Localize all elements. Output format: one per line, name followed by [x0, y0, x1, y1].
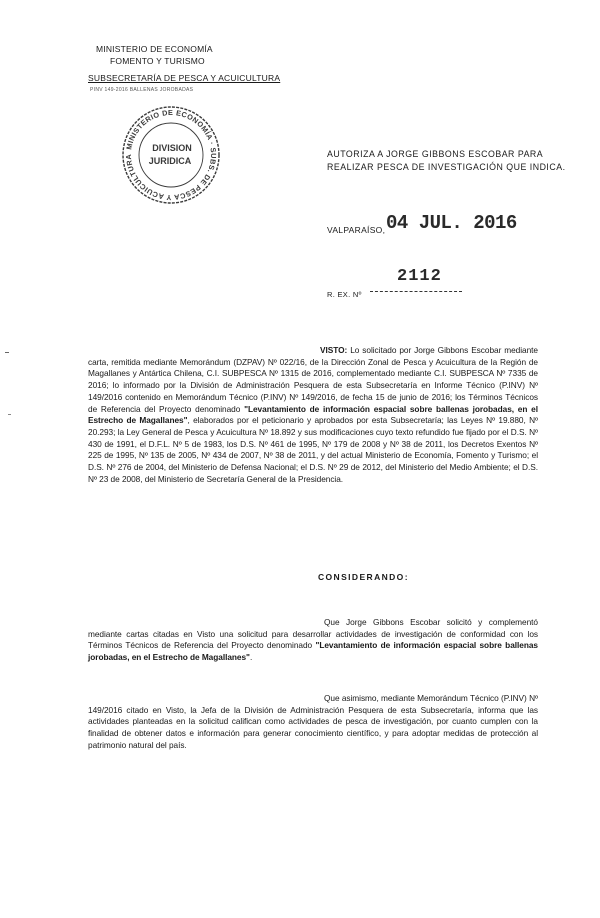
reference-code: PINV 149-2016 BALLENAS JOROBADAS	[90, 87, 194, 93]
visto-text: Lo solicitado por Jorge Gibbons Escobar mediante carta, remitida mediante Memorándum (DZPAV) Nº 022/16, de la Dirección Zonal de Pesca y Acuicultura de la Región de Magallanes y Antártica Chilena, C.I. SUBPESCA Nº 1315 de 2016, complementado mediante C.I. SUBPESCA Nº 7335 de 2016; lo informado por la División de Administración Pesquera de esta Subsecretaría en Informe Técnico (P.INV) Nº 149/2016 contenido en Memorándum Técnico (P.INV) Nº 149/2016, de fecha 15 de junio de 2016; los Términos Técnicos de Referencia del Proyecto denominado	[88, 345, 538, 414]
stamp-line-1: DIVISION	[152, 143, 192, 153]
ministry-name: MINISTERIO DE ECONOMÍA	[96, 44, 213, 54]
resolution-dash-line	[370, 291, 462, 292]
para2-text: Que asimismo, mediante Memorándum Técnico (P.INV) Nº 149/2016 citado en Visto, la Jefa de la División de Administración Pesquera de esta Subsecretaría, informa que las actividades planteadas en la solicitud califican como actividades de pesca de investigación, por cuanto cumplen con la finalidad de obtener datos e información para generar conocimiento científico, y para adoptar medidas de protección al patrimonio natural del país.	[88, 693, 538, 750]
visto-heading: VISTO:	[320, 345, 348, 355]
para1-project-name: "Levantamiento de información espacial sobre ballenas jorobadas, en el Estrecho de Magallanes"	[88, 640, 538, 663]
margin-mark	[8, 414, 11, 415]
subsecretaria-name: SUBSECRETARÍA DE PESCA Y ACUICULTURA	[88, 73, 281, 83]
resolution-number: 2112	[397, 267, 442, 286]
place-label: VALPARAÍSO,	[327, 225, 386, 235]
date-stamp: 04 JUL. 2016	[386, 212, 517, 234]
considerando-heading: CONSIDERANDO:	[318, 572, 409, 582]
stamp-seal-graphic	[120, 104, 222, 206]
title-line-1: AUTORIZA A JORGE GIBBONS ESCOBAR PARA	[327, 149, 544, 159]
considerando-paragraph-1	[88, 617, 538, 664]
stamp-line-2: JURIDICA	[148, 156, 192, 166]
para1-text: Que Jorge Gibbons Escobar solicitó y complementó mediante cartas citadas en Visto una solicitud para desarrollar actividades de investigación de conformidad con los Términos Técnicos de Referencia del Proyecto denominado	[88, 617, 538, 651]
ministry-name-cont: FOMENTO Y TURISMO	[110, 56, 205, 66]
considerando-paragraph-2	[88, 693, 538, 752]
visto-section	[88, 345, 538, 485]
margin-mark	[5, 352, 9, 353]
document-title	[327, 148, 566, 174]
division-juridica-stamp	[120, 104, 222, 206]
stamp-outer-text: MINISTERIO DE ECONOMÍA · SUBS. DE PESCA Y ACUICULTURA	[123, 107, 219, 203]
visto-text-cont: , elaborados por el peticionario y aprobados por esta Subsecretaría; las Leyes Nº 19.880, Nº 20.293; la Ley General de Pesca y Acuicultura Nº 18.892 y sus modificaciones cuyo texto refundido fue fijado por el D.S. Nº 430 de 1991, el D.F.L. Nº 5 de 1983, los D.S. Nº 461 de 1995, Nº 179 de 2008 y Nº 38 de 2011, los Decretos Exentos Nº 225 de 1995, Nº 135 de 2005, Nº 434 de 2007, Nº 38 de 2011, y del actual Ministerio de Economía, Fomento y Turismo; el D.S. Nº 276 de 2004, del Ministerio de Defensa Nacional; el D.S. Nº 29 de 2012, del Ministerio del Medio Ambiente; el D.S. Nº 23 de 2008, del Ministerio de Secretaría General de la Presidencia.	[88, 415, 538, 484]
para1-end: .	[249, 652, 253, 663]
visto-project-name: "Levantamiento de información espacial sobre ballenas jorobadas, en el Estrecho de Magallanes"	[88, 403, 538, 426]
resolution-label: R. EX. Nº	[327, 290, 362, 299]
title-line-2: REALIZAR PESCA DE INVESTIGACIÓN QUE INDICA.	[327, 162, 566, 172]
